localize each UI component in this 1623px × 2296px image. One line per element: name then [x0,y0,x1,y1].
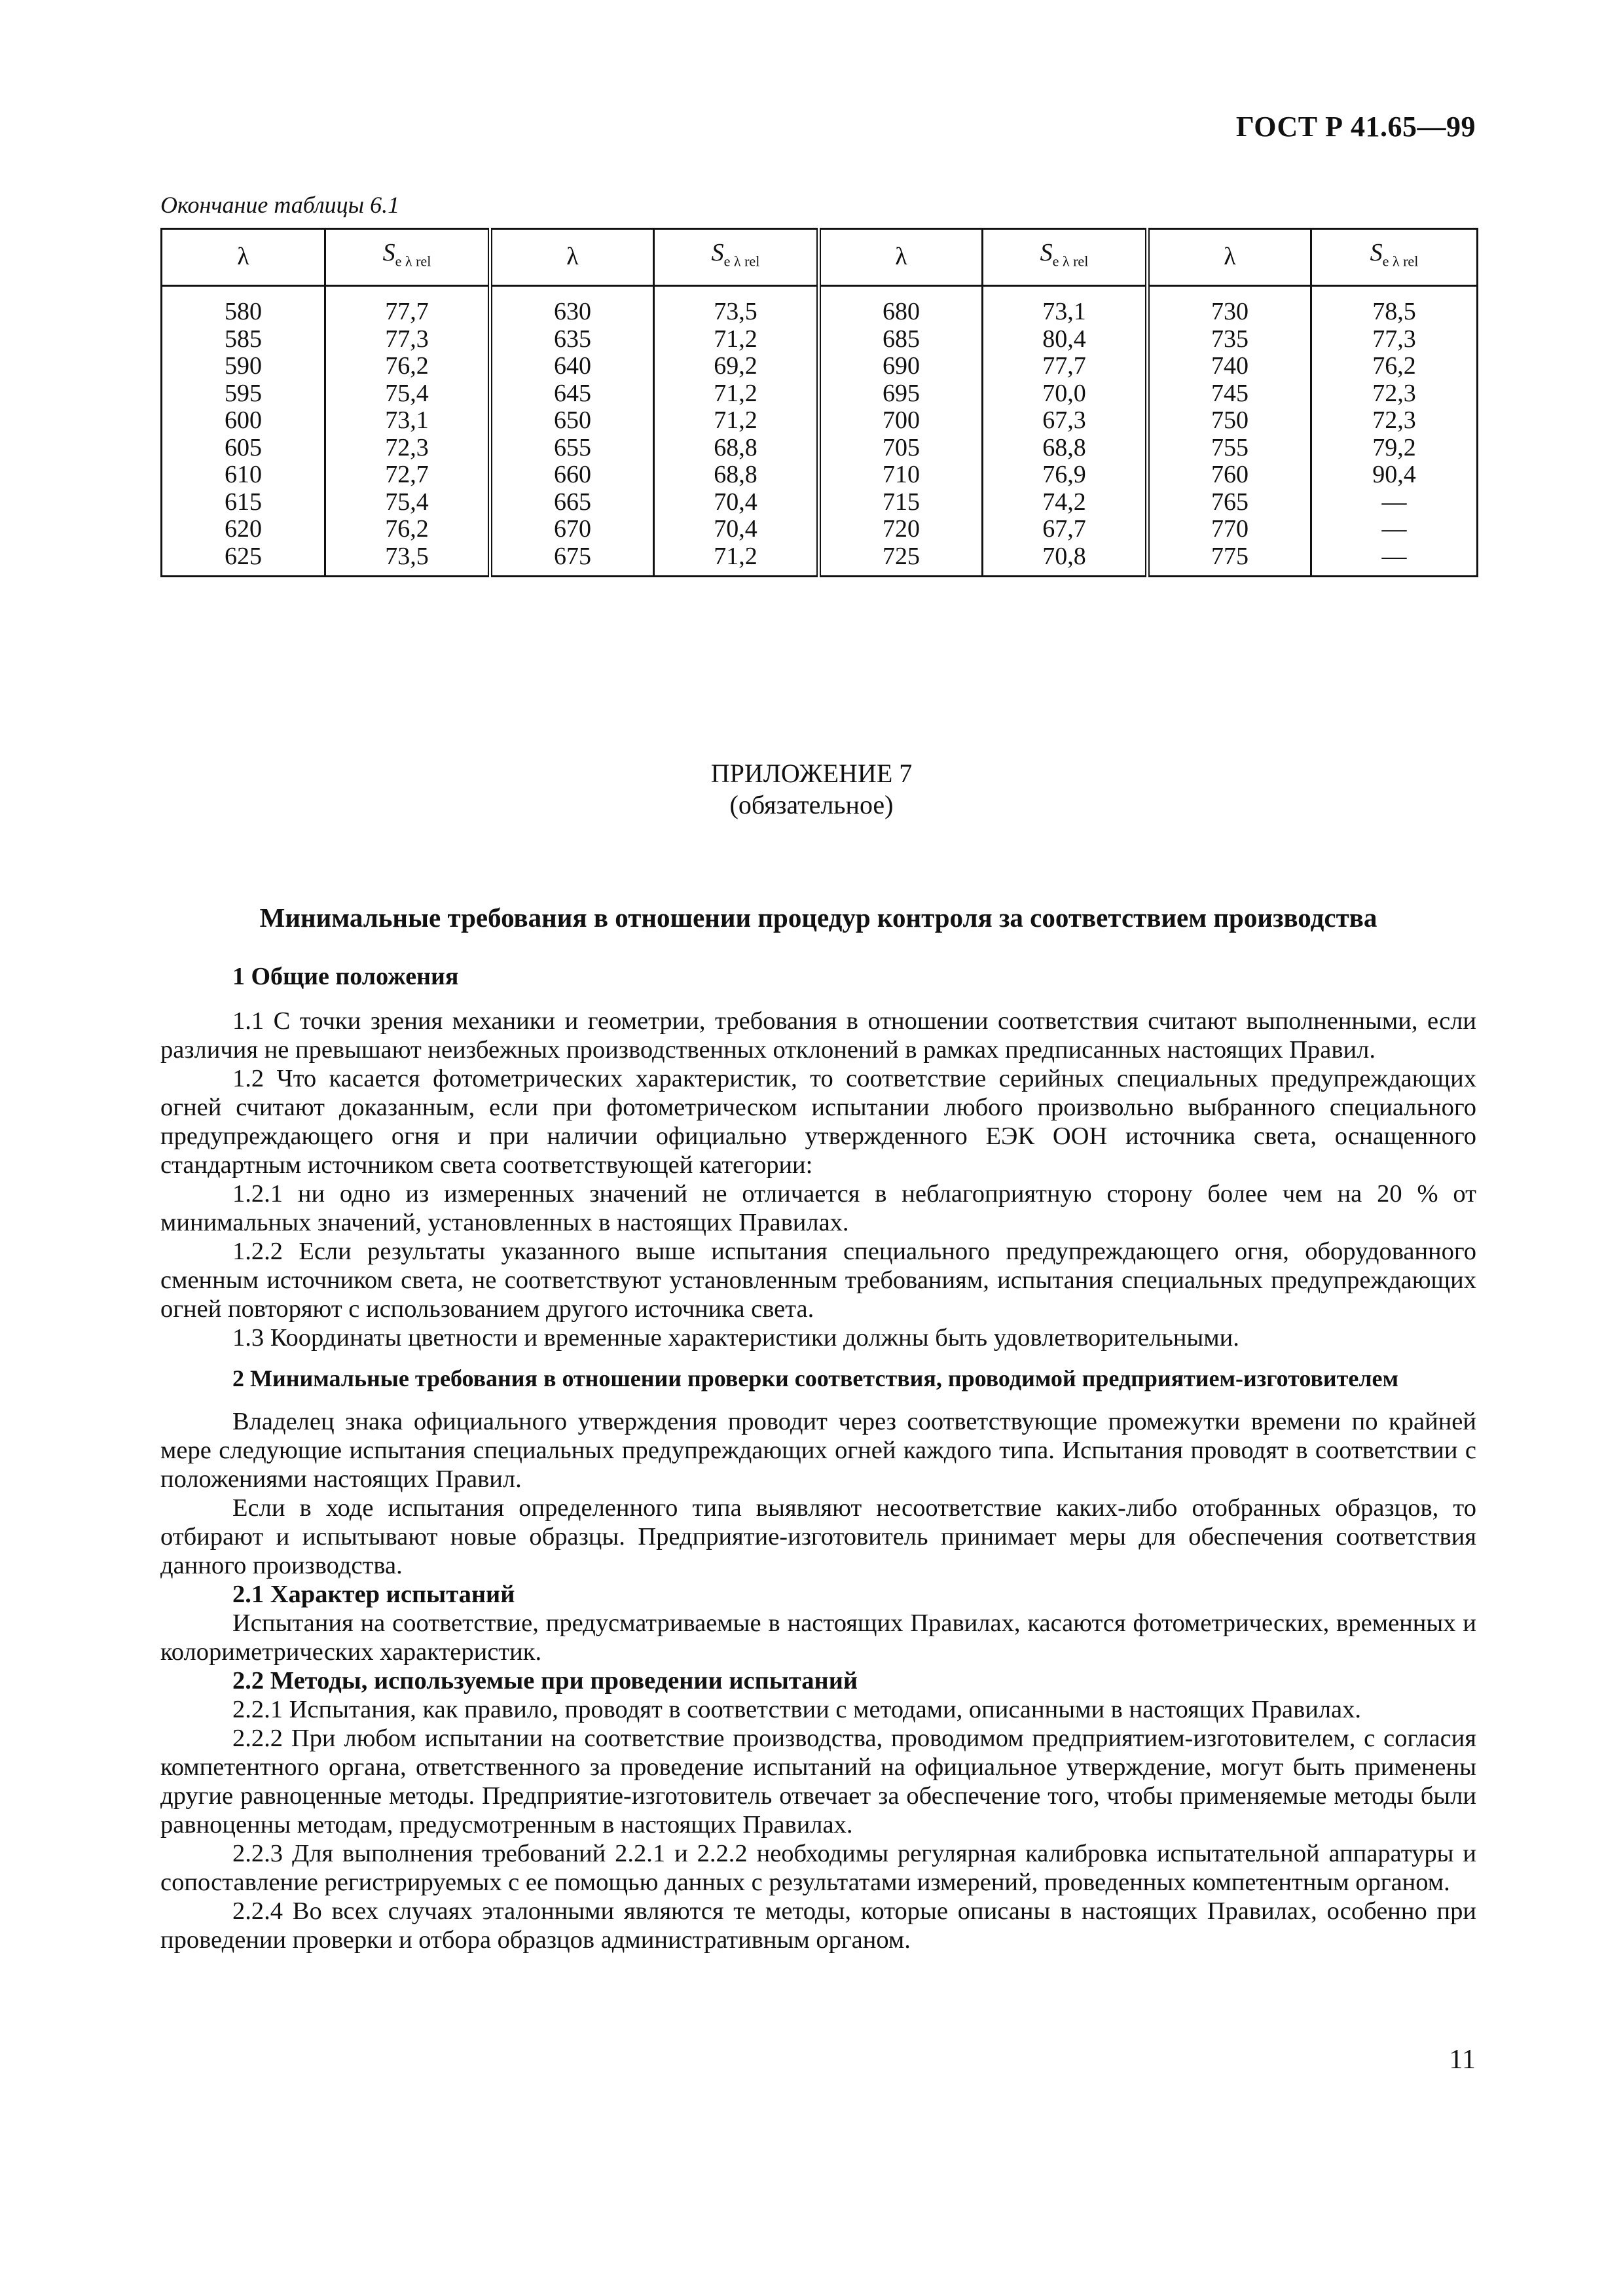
table-row [162,286,1478,326]
cell-lambda: 620 [162,516,325,543]
table-row [162,380,1478,408]
cell-s-rel: 70,8 [983,543,1148,577]
table-row [162,407,1478,435]
cell-s-rel: 80,4 [983,326,1148,353]
cell-s-rel: 71,2 [654,380,819,408]
cell-s-rel: 73,5 [654,286,819,326]
cell-s-rel: 71,2 [654,326,819,353]
table-caption: Окончание таблицы 6.1 [160,192,400,218]
cell-s-rel: 71,2 [654,407,819,435]
cell-lambda: 745 [1148,380,1311,408]
cell-lambda: 625 [162,543,325,577]
appendix-status: (обязательное) [729,790,894,819]
cell-lambda: 680 [819,286,983,326]
paragraph-1-1: 1.1 С точки зрения механики и геометрии, требования в отношении соответствия считают выполненными, если различия не превышают неизбежных производственных отклонений в рамках предписанных настоящих Правил. [160,1007,1476,1064]
cell-lambda: 710 [819,461,983,489]
page-number: 11 [1449,2045,1476,2075]
cell-lambda: 695 [819,380,983,408]
paragraph-2-a: Владелец знака официального утверждения проводит через соответствующие промежутки времени по крайней мере следующие испытания специальных предупреждающих огней каждого типа. Испытания проводят в соответствии с положениями настоящих Правил. [160,1408,1476,1493]
table-row [162,516,1478,543]
table-row [162,353,1478,380]
cell-lambda: 605 [162,435,325,462]
cell-s-rel: 69,2 [654,353,819,380]
table-row [162,326,1478,353]
cell-lambda: 650 [490,407,654,435]
cell-s-rel: 70,0 [983,380,1148,408]
header-lambda: λ [490,229,654,286]
cell-s-rel: 79,2 [1311,435,1478,462]
cell-lambda: 590 [162,353,325,380]
cell-lambda: 775 [1148,543,1311,577]
cell-lambda: 765 [1148,489,1311,516]
cell-s-rel: 76,2 [325,516,490,543]
body-text [160,1007,1476,1954]
cell-lambda: 725 [819,543,983,577]
cell-lambda: 660 [490,461,654,489]
header-lambda: λ [819,229,983,286]
cell-lambda: 740 [1148,353,1311,380]
header-lambda: λ [162,229,325,286]
cell-lambda: 715 [819,489,983,516]
cell-lambda: 675 [490,543,654,577]
cell-lambda: 610 [162,461,325,489]
cell-s-rel: 76,2 [325,353,490,380]
subsection-2-2-heading: 2.2 Методы, используемые при проведении испытаний [232,1667,858,1695]
paragraph-2-2-4: 2.2.4 Во всех случаях эталонными являются те методы, которые описаны в настоящих Правилах, особенно при проведении проверки и отбора образцов административным органом. [160,1897,1476,1954]
cell-s-rel: 77,7 [983,353,1148,380]
cell-s-rel: 71,2 [654,543,819,577]
subsection-2-1-heading: 2.1 Характер испытаний [232,1581,515,1608]
cell-lambda: 615 [162,489,325,516]
cell-lambda: 670 [490,516,654,543]
cell-s-rel: 72,3 [1311,380,1478,408]
cell-s-rel: 68,8 [654,461,819,489]
paragraph-2-1: Испытания на соответствие, предусматриваемые в настоящих Правилах, касаются фотометрических, временных и колориметрических характеристик. [160,1609,1476,1666]
table-row [162,543,1478,577]
cell-lambda: 635 [490,326,654,353]
cell-lambda: 600 [162,407,325,435]
cell-lambda: 630 [490,286,654,326]
cell-lambda: 595 [162,380,325,408]
cell-s-rel: — [1311,543,1478,577]
cell-s-rel: 76,2 [1311,353,1478,380]
cell-lambda: 690 [819,353,983,380]
cell-s-rel: — [1311,516,1478,543]
paragraph-1-2-2: 1.2.2 Если результаты указанного выше испытания специального предупреждающего огня, оборудованного сменным источником света, не соответствуют установленным требованиям, испытания специальных предупреждающих огней повторяют с использованием другого источника света. [160,1238,1476,1323]
cell-s-rel: 75,4 [325,380,490,408]
cell-lambda: 760 [1148,461,1311,489]
paragraph-1-2-1: 1.2.1 ни одно из измеренных значений не отличается в неблагоприятную сторону более чем на 20 % от минимальных значений, установленных в настоящих Правилах. [160,1180,1476,1236]
cell-s-rel: 78,5 [1311,286,1478,326]
section-2-heading: 2 Минимальные требования в отношении проверки соответствия, проводимой предприятием-изготовителем [232,1365,1399,1391]
paragraph-2-2-1: 2.2.1 Испытания, как правило, проводят в соответствии с методами, описанными в настоящих Правилах. [232,1696,1362,1723]
cell-s-rel: 72,7 [325,461,490,489]
cell-lambda: 755 [1148,435,1311,462]
cell-s-rel: 73,5 [325,543,490,577]
cell-s-rel: 73,1 [325,407,490,435]
cell-s-rel: 72,3 [325,435,490,462]
table-row [162,489,1478,516]
cell-lambda: 580 [162,286,325,326]
cell-s-rel: 67,7 [983,516,1148,543]
header-s-rel: $S_{e \lambda rel}$ [654,229,819,286]
cell-lambda: 655 [490,435,654,462]
header-s-rel: $S_{e \lambda rel}$ [1311,229,1478,286]
cell-s-rel: 75,4 [325,489,490,516]
cell-s-rel: 70,4 [654,516,819,543]
paragraph-1-3: 1.3 Координаты цветности и временные характеристики должны быть удовлетворительными. [232,1324,1239,1352]
appendix-title: Минимальные требования в отношении процедур контроля за соответствием производства [259,903,1377,933]
cell-s-rel: 74,2 [983,489,1148,516]
cell-lambda: 665 [490,489,654,516]
spectral-table [160,228,1478,577]
paragraph-2-2-2: 2.2.2 При любом испытании на соответствие производства, проводимом предприятием-изготовителем, с согласия компетентного органа, ответственного за проведение испытаний на официальное утверждение, могут быть применены другие равноценные методы. Предприятие-изготовитель отвечает за обеспечение того, чтобы применяемые методы были равноценны методам, предусмотренным в настоящих Правилах. [160,1725,1476,1839]
cell-lambda: 730 [1148,286,1311,326]
cell-lambda: 750 [1148,407,1311,435]
cell-lambda: 720 [819,516,983,543]
document-code: ГОСТ Р 41.65—99 [1235,111,1476,143]
cell-lambda: 640 [490,353,654,380]
cell-s-rel: 68,8 [654,435,819,462]
cell-s-rel: 76,9 [983,461,1148,489]
cell-lambda: 585 [162,326,325,353]
cell-s-rel: 67,3 [983,407,1148,435]
cell-lambda: 645 [490,380,654,408]
cell-s-rel: 77,3 [1311,326,1478,353]
table-row [162,461,1478,489]
cell-lambda: 700 [819,407,983,435]
table-row [162,435,1478,462]
table-header-row [162,229,1478,286]
cell-lambda: 770 [1148,516,1311,543]
header-s-rel: $S_{e \lambda rel}$ [983,229,1148,286]
cell-lambda: 705 [819,435,983,462]
paragraph-2-b: Если в ходе испытания определенного типа выявляют несоответствие каких-либо отобранных образцов, то отбирают и испытывают новые образцы. Предприятие-изготовитель принимает меры для обеспечения соответствия данного производства. [160,1494,1476,1579]
paragraph-1-2: 1.2 Что касается фотометрических характеристик, то соответствие серийных специальных предупреждающих огней считают доказанным, если при фотометрическом испытании любого произвольно выбранного специального предупреждающего огня и при наличии официально утвержденного ЕЭК ООН источника света, оснащенного стандартным источником света соответствующей категории: [160,1065,1476,1179]
cell-s-rel: 90,4 [1311,461,1478,489]
cell-s-rel: 68,8 [983,435,1148,462]
cell-s-rel: 77,7 [325,286,490,326]
section-1-heading: 1 Общие положения [232,963,459,990]
cell-s-rel: 70,4 [654,489,819,516]
cell-s-rel: — [1311,489,1478,516]
cell-s-rel: 77,3 [325,326,490,353]
appendix-label: ПРИЛОЖЕНИЕ 7 [710,759,913,788]
cell-s-rel: 73,1 [983,286,1148,326]
cell-lambda: 735 [1148,326,1311,353]
header-s-rel: $S_{e \lambda rel}$ [325,229,490,286]
paragraph-2-2-3: 2.2.3 Для выполнения требований 2.2.1 и 2.2.2 необходимы регулярная калибровка испытательной аппаратуры и сопоставление регистрируемых с ее помощью данных с результатами измерений, проведенных компетентным органом. [160,1840,1476,1896]
cell-lambda: 685 [819,326,983,353]
cell-s-rel: 72,3 [1311,407,1478,435]
header-lambda: λ [1148,229,1311,286]
